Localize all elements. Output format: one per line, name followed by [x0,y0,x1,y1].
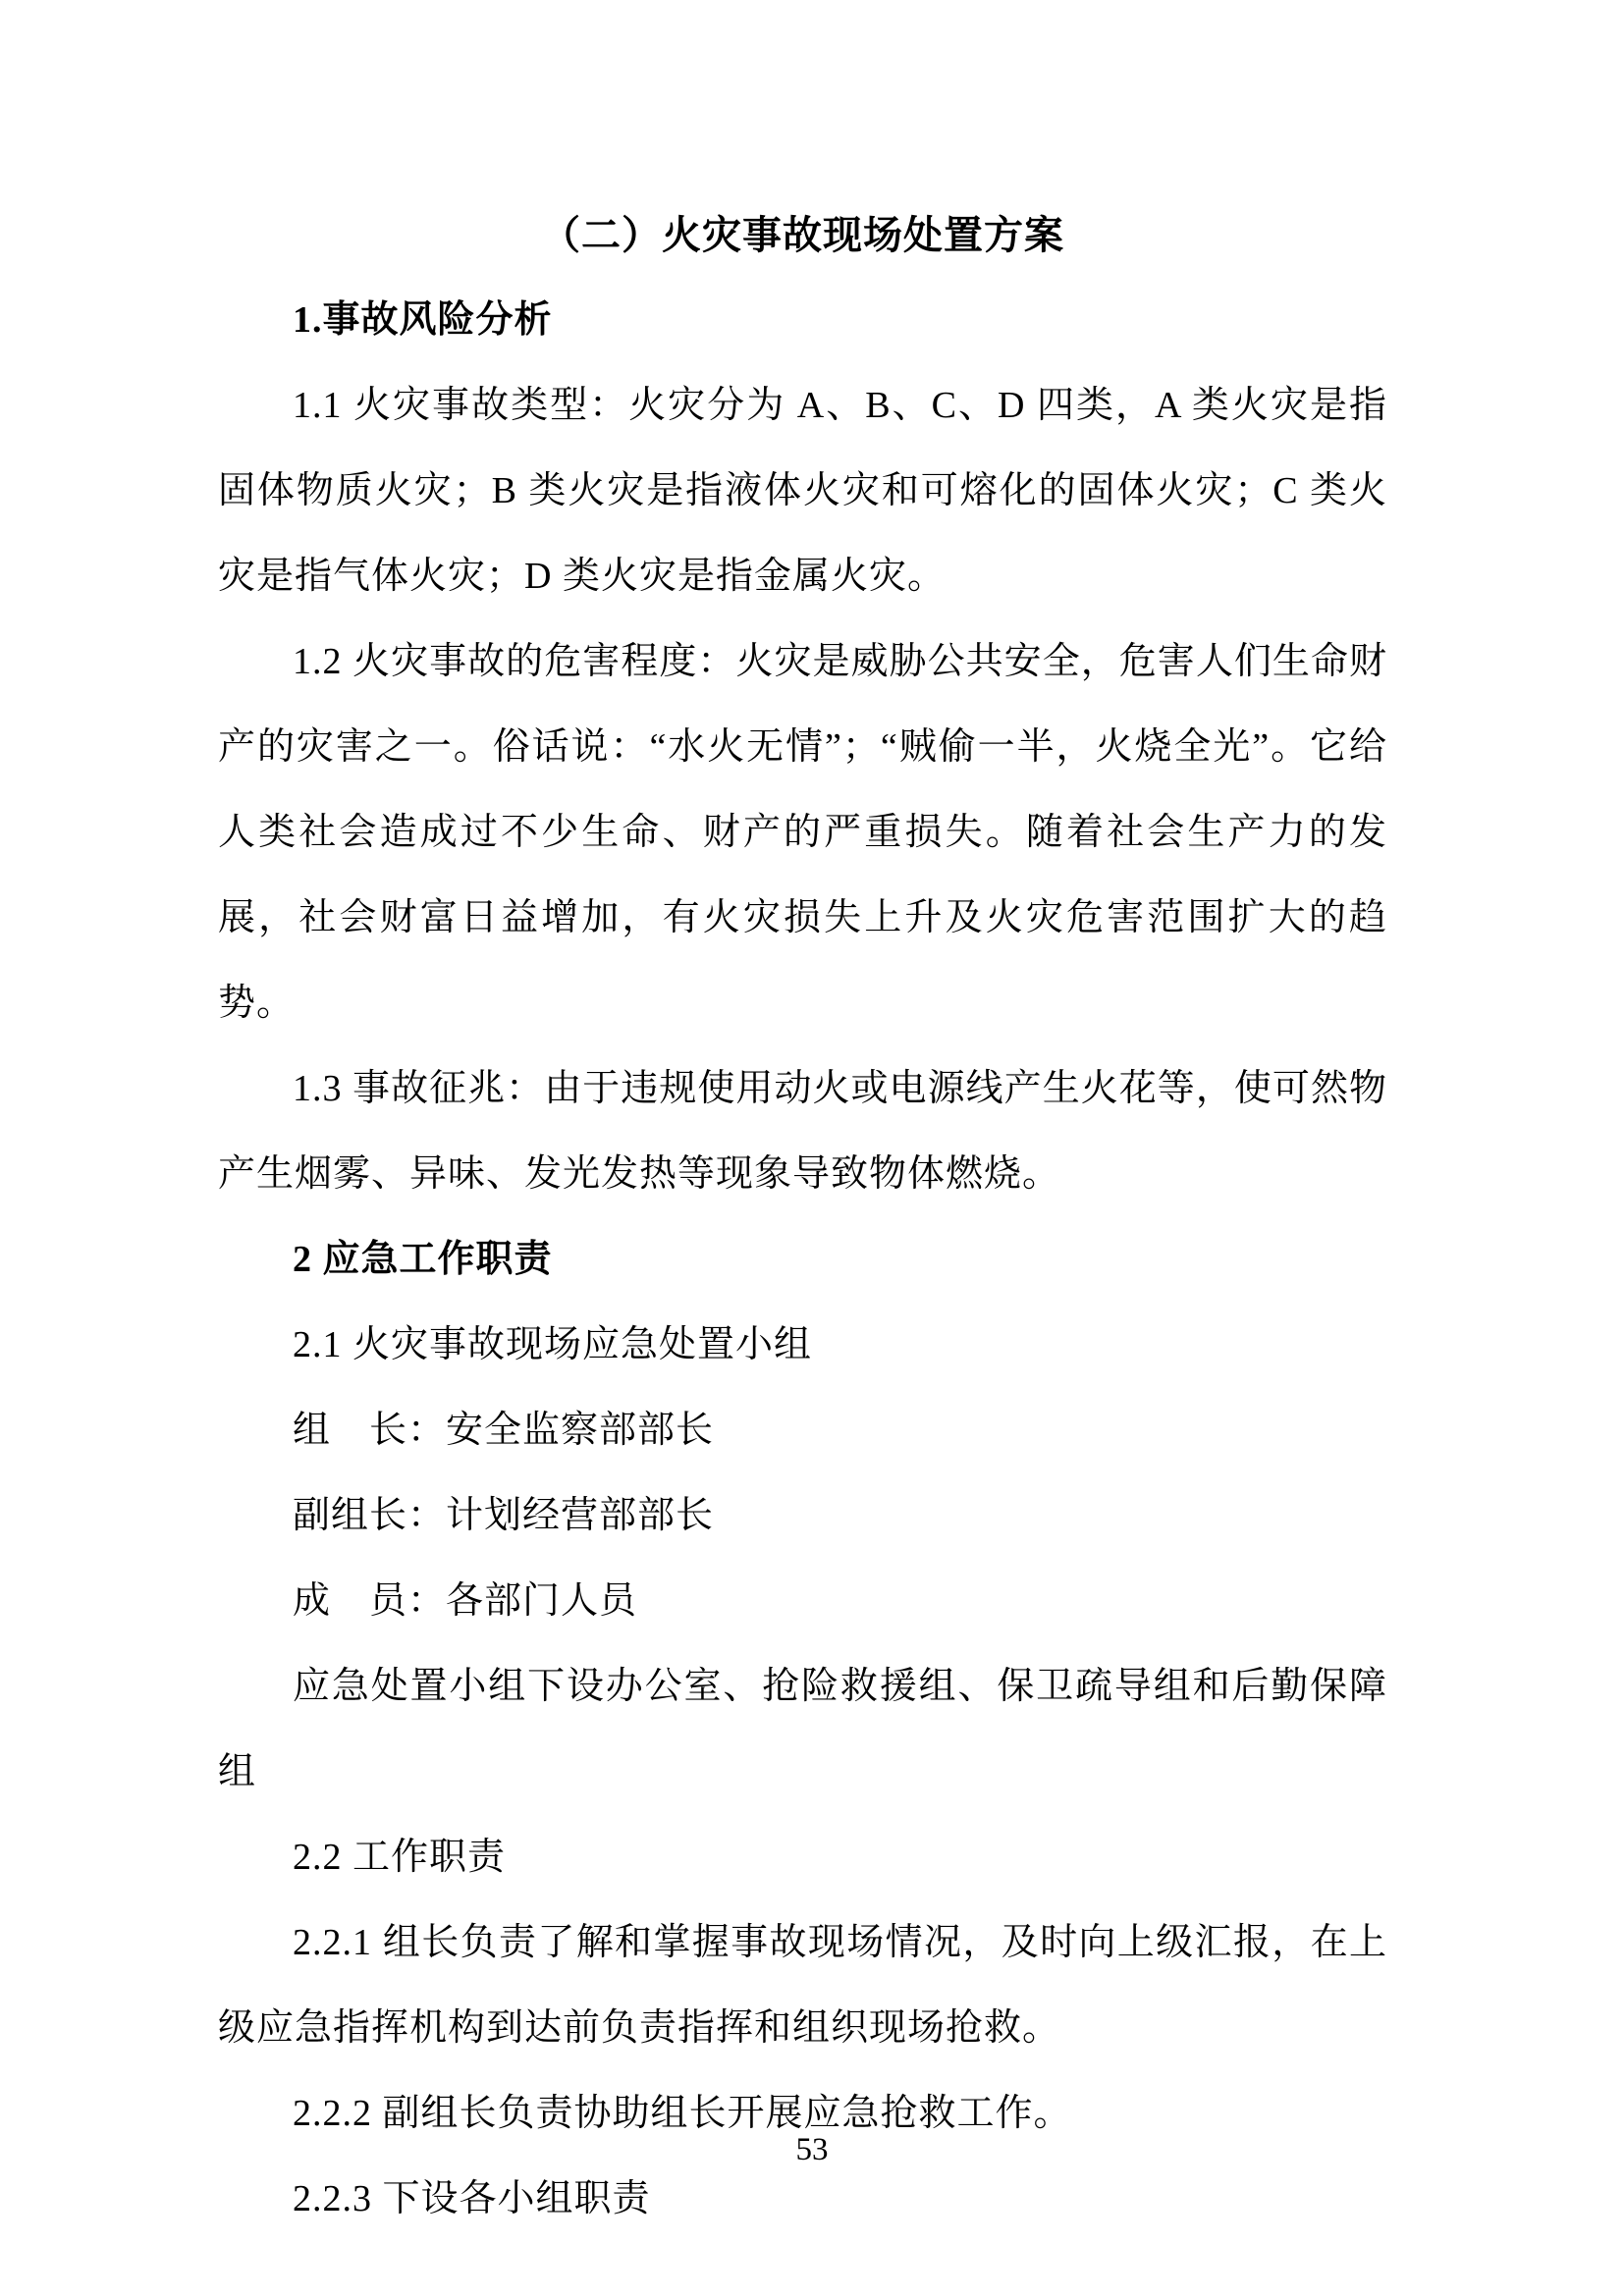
body-paragraph: 副组长：计划经营部部长 [293,1495,715,1536]
document-content [218,192,1387,2242]
body-paragraph: 2.2.2 副组长负责协助组长开展应急抢救工作。 [293,2093,1072,2134]
body-paragraph: 1.2 火灾事故的危害程度：火灾是威胁公共安全，危害人们生命财产的灾害之一。俗话说：“水火无情”；“贼偷一半，火烧全光”。它给人类社会造成过不少生命、财产的严重损失。随着社会生产力的发展，社会财富日益增加，有火灾损失上升及火灾危害范围扩大的趋势。 [218,641,1387,1024]
page-number: 53 [795,2132,829,2167]
body-paragraph: 1.3 事故征兆：由于违规使用动火或电源线产生火花等，使可然物产生烟雾、异味、发光发热等现象导致物体燃烧。 [218,1068,1387,1195]
body-paragraph: 成 员：各部门人员 [293,1580,638,1622]
section-heading: 1.事故风险分析 [293,299,553,341]
body-paragraph: 2.1 火灾事故现场应急处置小组 [293,1324,813,1365]
body-paragraph: 应急处置小组下设办公室、抢险救援组、保卫疏导组和后勤保障组 [218,1666,1387,1792]
document-body [218,278,1387,2242]
body-paragraph: 2.2.1 组长负责了解和掌握事故现场情况，及时向上级汇报，在上级应急指挥机构到达前负责指挥和组织现场抢救。 [218,1922,1387,2049]
body-paragraph: 2.2 工作职责 [293,1837,507,1878]
body-paragraph: 2.2.3 下设各小组职责 [293,2178,651,2219]
body-paragraph: 1.1 火灾事故类型：火灾分为 A、B、C、D 四类，A 类火灾是指固体物质火灾；B 类火灾是指液体火灾和可熔化的固体火灾；C 类火灾是指气体火灾；D 类火灾是指金属火灾。 [218,385,1387,597]
body-paragraph: 组 长：安全监察部部长 [293,1410,715,1451]
document-title: （二）火灾事故现场处置方案 [541,213,1064,257]
section-heading: 2 应急工作职责 [293,1239,553,1280]
